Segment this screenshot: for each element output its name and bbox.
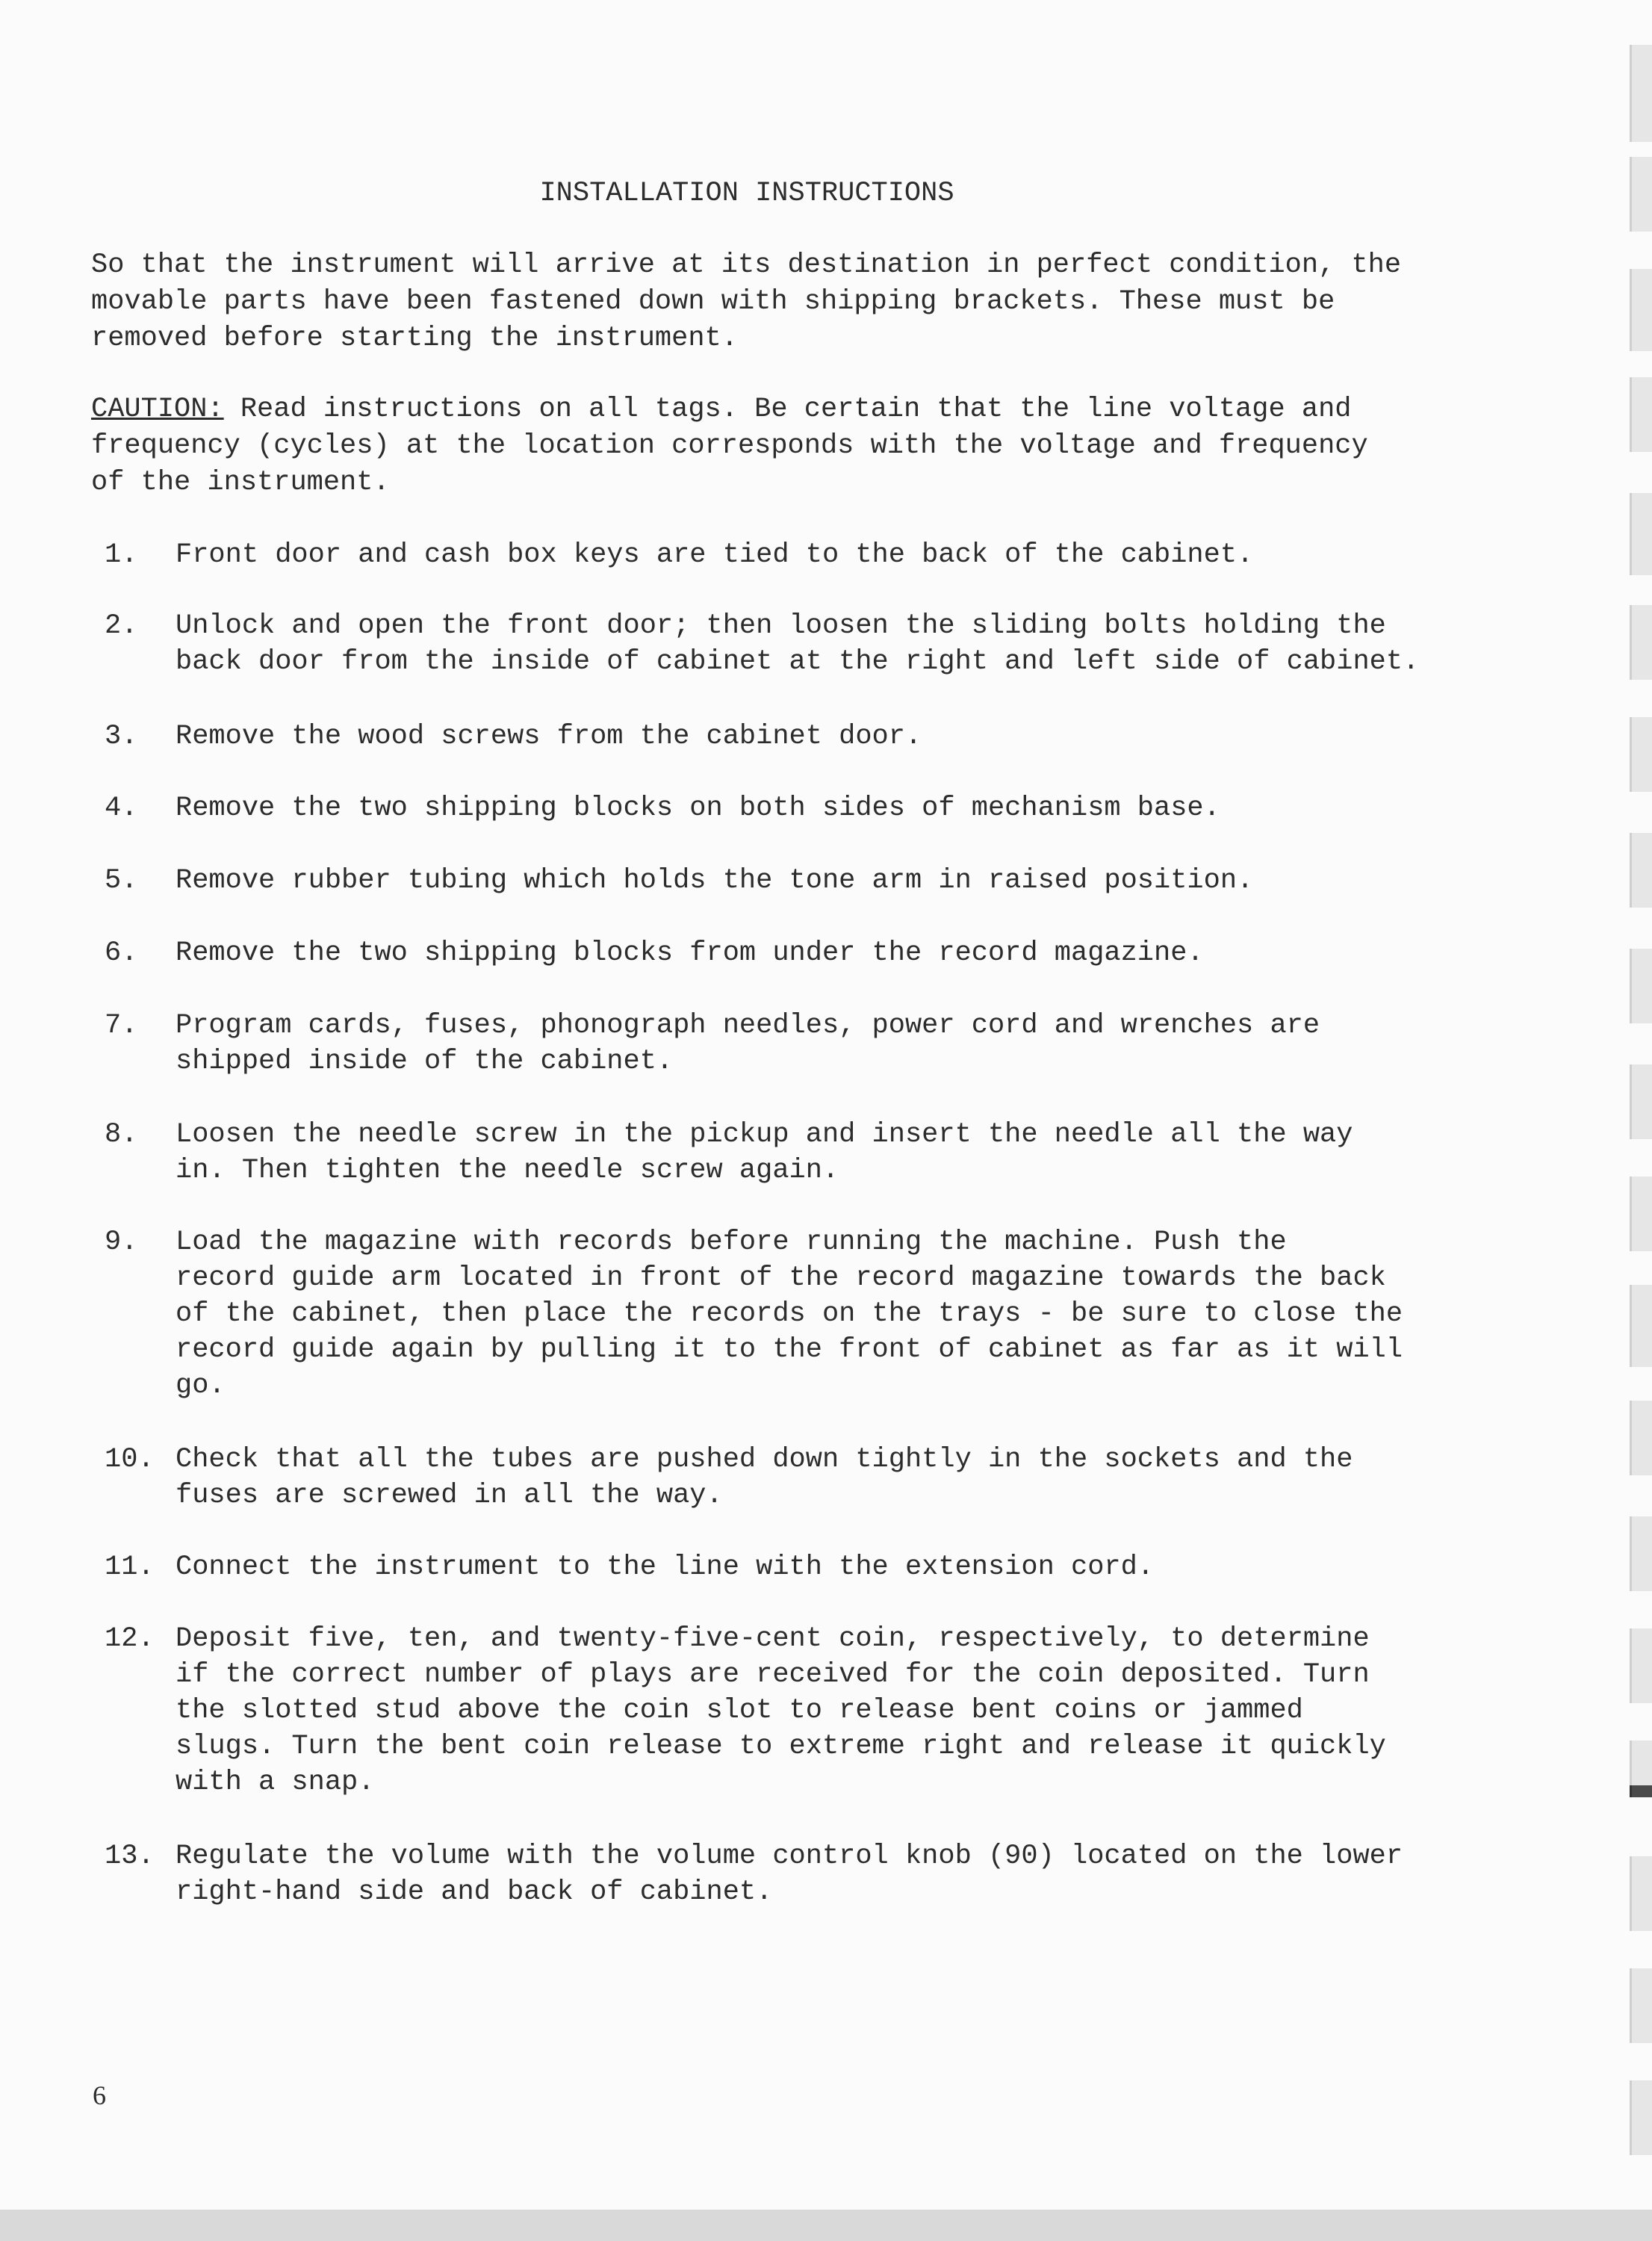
item-text: Regulate the volume with the volume control knob (90) located on the lower right-hand side and back of cabinet. xyxy=(176,1841,1403,1908)
item-number: 8. xyxy=(105,1119,138,1150)
item-number: 10. xyxy=(105,1444,155,1475)
item-number: 9. xyxy=(105,1227,138,1258)
page-title: INSTALLATION INSTRUCTIONS xyxy=(539,178,954,209)
item-text: Unlock and open the front door; then loosen the sliding bolts holding the back door from the inside of cabinet at the right and left side of cabinet. xyxy=(176,610,1420,678)
item-text: Connect the instrument to the line with the extension cord. xyxy=(176,1552,1155,1583)
binding-tab xyxy=(1630,833,1652,908)
binding-tab xyxy=(1630,717,1652,792)
binding-tab xyxy=(1630,949,1652,1023)
item-text: Remove the two shipping blocks on both sides of mechanism base. xyxy=(176,793,1220,824)
item-text: Check that all the tubes are pushed down tightly in the sockets and the fuses are screwed in all the way. xyxy=(176,1444,1353,1511)
item-number: 6. xyxy=(105,937,138,969)
caution-text: Read instructions on all tags. Be certain that the line voltage and frequency (cycles) at the location corresponds with the voltage and frequency of the instrument. xyxy=(91,394,1368,498)
binding-tab xyxy=(1630,1177,1652,1251)
item-text: Deposit five, ten, and twenty-five-cent coin, respectively, to determine if the correct number of plays are received for the coin deposited. Turn the slotted stud above the coin slot to release bent coins or jammed slugs. Turn the bent coin release to extreme right and release it quickly with a snap. xyxy=(176,1623,1386,1798)
item-number: 1. xyxy=(105,539,138,571)
item-text: Remove the two shipping blocks from under the record magazine. xyxy=(176,937,1204,969)
caution-paragraph xyxy=(91,391,1450,501)
binding-tab xyxy=(1630,1628,1652,1703)
binding-tab xyxy=(1630,377,1652,452)
binding-tab xyxy=(1630,2080,1652,2155)
binding-tab xyxy=(1630,1785,1652,1797)
binding-tab xyxy=(1630,493,1652,575)
item-number: 11. xyxy=(105,1552,155,1583)
item-number: 7. xyxy=(105,1010,138,1041)
page-number: 6 xyxy=(93,2080,106,2110)
binding-tab xyxy=(1630,1516,1652,1591)
binding-tab xyxy=(1630,1285,1652,1367)
item-number: 3. xyxy=(105,721,138,752)
item-number: 13. xyxy=(105,1841,155,1872)
item-text: Load the magazine with records before running the machine. Push the record guide arm located in front of the record magazine towards the back of the cabinet, then place the records on the trays - be sure to close the record guide again by pulling it to the front of cabinet as far as it will go. xyxy=(176,1227,1403,1401)
intro-paragraph: So that the instrument will arrive at its destination in perfect condition, the movable parts have been fastened down with shipping brackets. These must be removed before starting the instrument. xyxy=(91,249,1402,354)
binding-tab xyxy=(1630,1064,1652,1139)
binding-tab xyxy=(1630,157,1652,232)
caution-label: CAUTION: xyxy=(91,394,224,425)
item-number: 12. xyxy=(105,1623,155,1655)
item-text: Remove rubber tubing which holds the tone arm in raised position. xyxy=(176,865,1254,896)
binding-tab xyxy=(1630,1968,1652,2043)
binding-tab xyxy=(1630,269,1652,351)
binding-tab xyxy=(1630,1401,1652,1475)
item-text: Remove the wood screws from the cabinet door. xyxy=(176,721,922,752)
scan-bottom-edge xyxy=(0,2210,1652,2241)
binding-tab xyxy=(1630,1856,1652,1931)
item-number: 2. xyxy=(105,610,138,642)
item-number: 4. xyxy=(105,793,138,824)
binding-tab xyxy=(1630,45,1652,142)
item-text: Program cards, fuses, phonograph needles, power cord and wrenches are shipped inside of the cabinet. xyxy=(176,1010,1320,1077)
item-text: Front door and cash box keys are tied to the back of the cabinet. xyxy=(176,539,1254,571)
binding-tab xyxy=(1630,605,1652,680)
item-text: Loosen the needle screw in the pickup and insert the needle all the way in. Then tighten the needle screw again. xyxy=(176,1119,1353,1186)
binding-tab xyxy=(1630,1741,1652,1785)
item-number: 5. xyxy=(105,865,138,896)
